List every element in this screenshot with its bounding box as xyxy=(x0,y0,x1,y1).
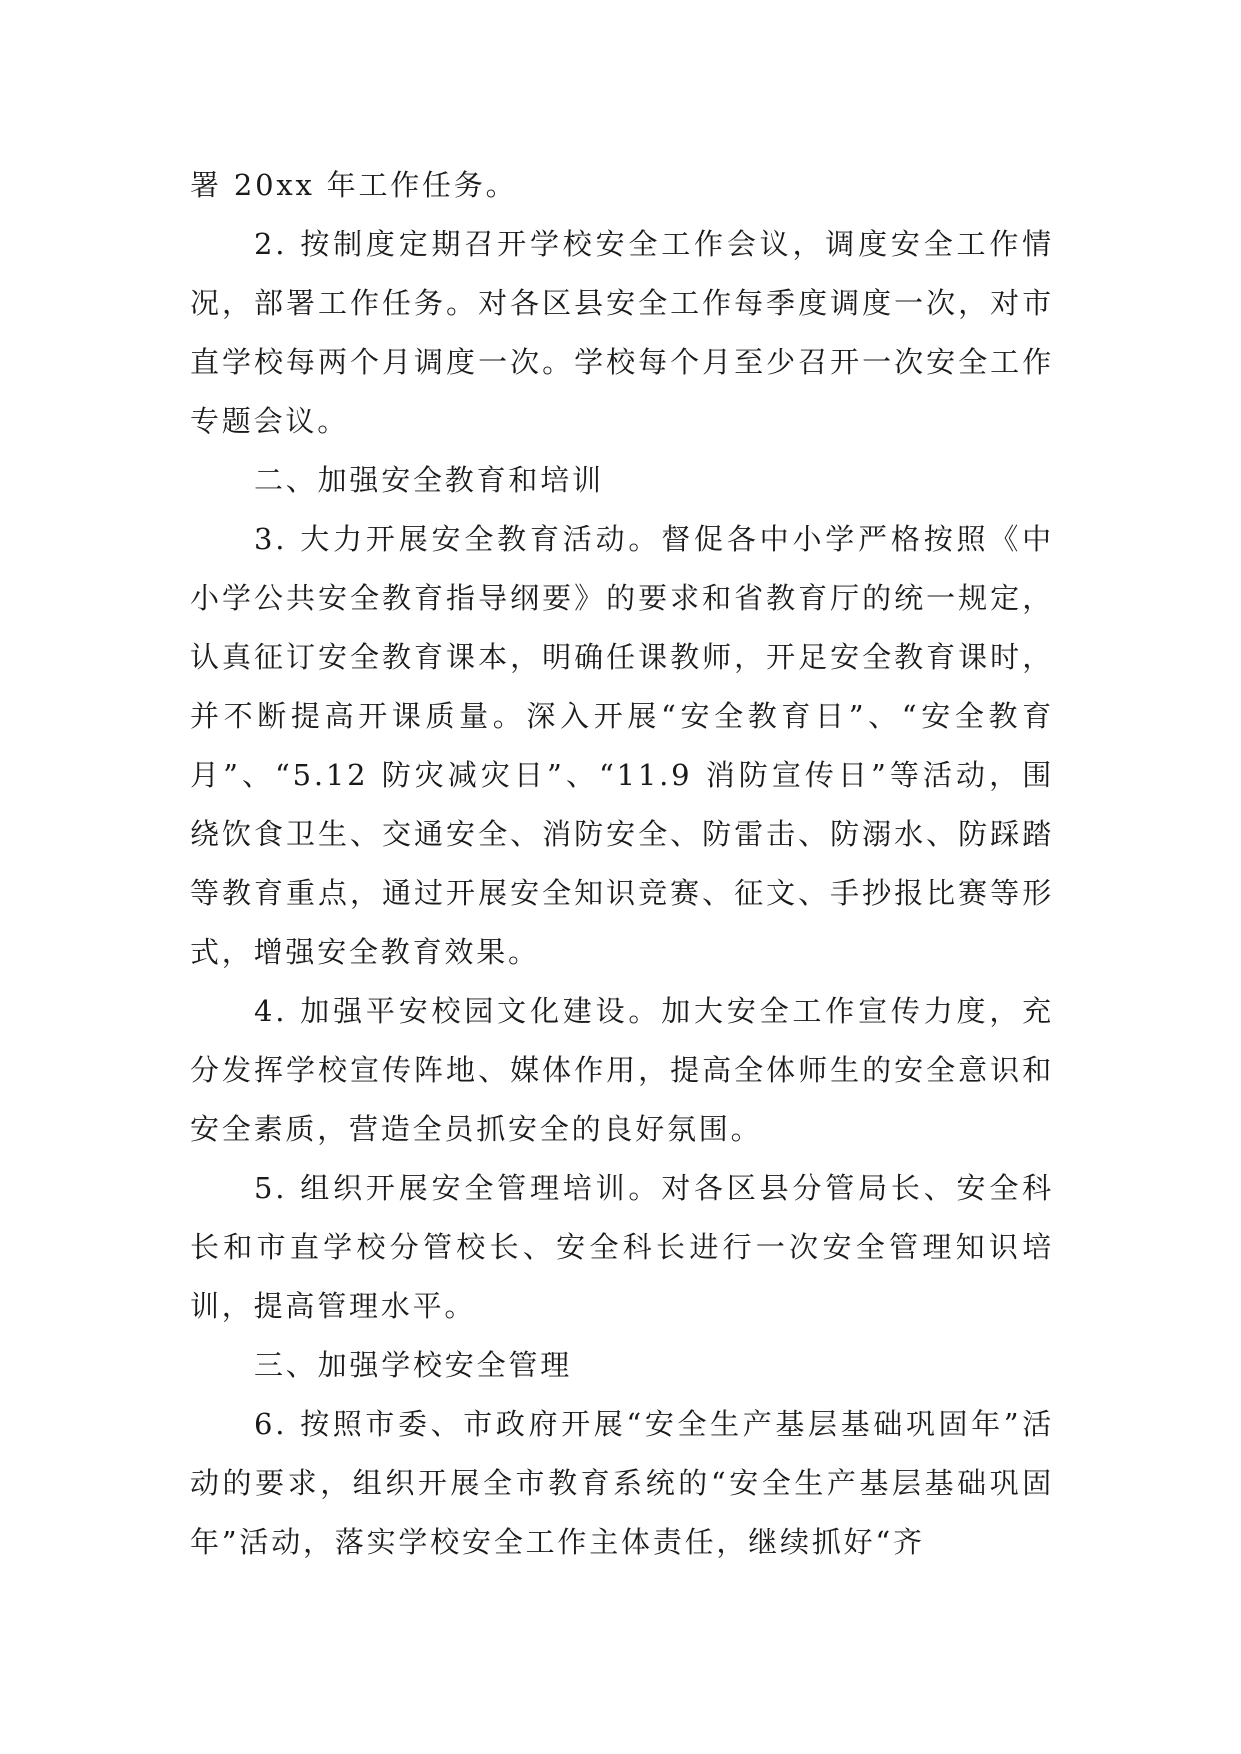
paragraph-item-5: 5. 组织开展安全管理培训。对各区县分管局长、安全科长和市直学校分管校长、安全科长进行一次安全管理知识培训，提高管理水平。 xyxy=(190,1171,1054,1323)
section-heading-3: 三、加强学校安全管理 xyxy=(254,1348,573,1382)
paragraph-item-2: 2. 按制度定期召开学校安全工作会议，调度安全工作情况，部署工作任务。对各区县安全工作每季度调度一次，对市直学校每两个月调度一次。学校每个月至少召开一次安全工作专题会议。 xyxy=(190,227,1054,438)
paragraph-item-4: 4. 加强平安校园文化建设。加大安全工作宣传力度，充分发挥学校宣传阵地、媒体作用，提高全体师生的安全意识和安全素质，营造全员抓安全的良好氛围。 xyxy=(190,994,1054,1146)
paragraph-item-3: 3. 大力开展安全教育活动。督促各中小学严格按照《中小学公共安全教育指导纲要》的要求和省教育厅的统一规定，认真征订安全教育课本，明确任课教师，开足安全教育课时，并不断提高开课质量。深入开展“安全教育日”、“安全教育月”、“5.12 防灾减灾日”、“11.9 消防宣传日”等活动，围绕饮食卫生、交通安全、消防安全、防雷击、防溺水、防踩踏等教育重点，通过开展安全知识竞赛、征文、手抄报比赛等形式，增强安全教育效果。 xyxy=(190,522,1054,969)
paragraph-continuation: 署 20xx 年工作任务。 xyxy=(190,168,518,202)
section-heading-2: 二、加强安全教育和培训 xyxy=(254,463,604,497)
paragraph-item-6: 6. 按照市委、市政府开展“安全生产基层基础巩固年”活动的要求，组织开展全市教育系统的“安全生产基层基础巩固年”活动，落实学校安全工作主体责任，继续抓好“齐 xyxy=(190,1407,1054,1559)
document-body xyxy=(190,156,1054,1572)
